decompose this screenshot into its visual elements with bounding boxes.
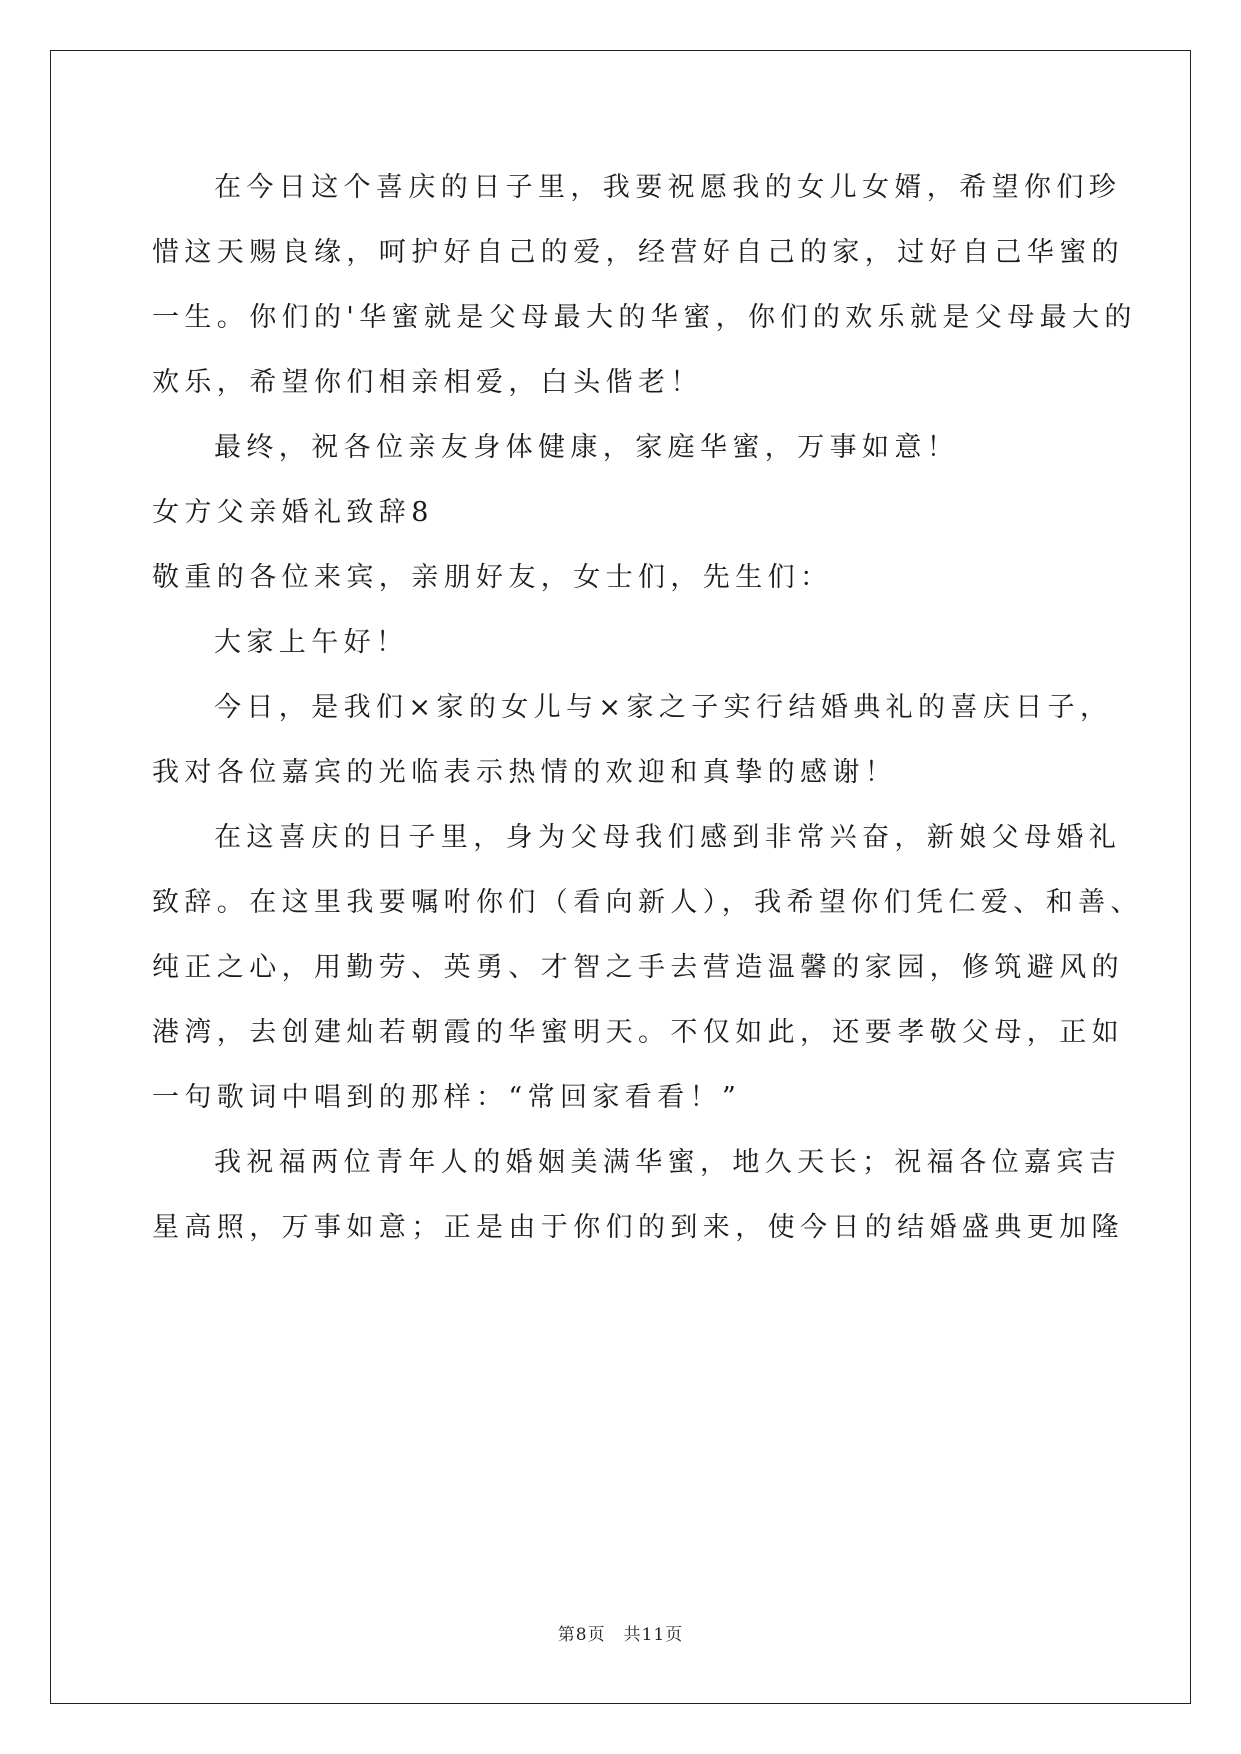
- paragraph-line: 在今日这个喜庆的日子里，我要祝愿我的女儿女婿，希望你们珍: [214, 172, 1122, 203]
- paragraph-line: 最终，祝各位亲友身体健康，家庭华蜜，万事如意！: [214, 432, 960, 463]
- paragraph-line: 我祝福两位青年人的婚姻美满华蜜，地久天长；祝福各位嘉宾吉: [214, 1147, 1122, 1178]
- paragraph-line: 致辞。在这里我要嘱咐你们（看向新人），我希望你们凭仁爱、和善、: [152, 887, 1143, 918]
- page-footer: [0, 1620, 1241, 1645]
- paragraph-line: 在这喜庆的日子里，身为父母我们感到非常兴奋，新娘父母婚礼: [214, 822, 1122, 853]
- greeting: 大家上午好！: [214, 627, 409, 658]
- document-body: [152, 155, 1143, 1260]
- section-heading: 女方父亲婚礼致辞8: [152, 497, 434, 528]
- paragraph-line: 纯正之心，用勤劳、英勇、才智之手去营造温馨的家园，修筑避风的: [152, 952, 1124, 983]
- paragraph-line: 一句歌词中唱到的那样：“常回家看看！”: [152, 1082, 742, 1113]
- paragraph-line: 港湾，去创建灿若朝霞的华蜜明天。不仅如此，还要孝敬父母，正如: [152, 1017, 1124, 1048]
- paragraph-line: 我对各位嘉宾的光临表示热情的欢迎和真挚的感谢！: [152, 757, 898, 788]
- paragraph-line: 今日，是我们×家的女儿与×家之子实行结婚典礼的喜庆日子，: [214, 692, 1113, 723]
- paragraph-line: 一生。你们的'华蜜就是父母最大的华蜜，你们的欢乐就是父母最大的: [152, 302, 1137, 333]
- page-total: 共11页: [623, 1625, 684, 1645]
- paragraph-line: 欢乐，希望你们相亲相爱，白头偕老！: [152, 367, 703, 398]
- paragraph-line: 星高照，万事如意；正是由于你们的到来，使今日的结婚盛典更加隆: [152, 1212, 1124, 1243]
- page-number: 第8页: [557, 1625, 606, 1645]
- paragraph-line: 惜这天赐良缘，呵护好自己的爱，经营好自己的家，过好自己华蜜的: [152, 237, 1124, 268]
- salutation: 敬重的各位来宾，亲朋好友，女士们，先生们：: [152, 562, 833, 593]
